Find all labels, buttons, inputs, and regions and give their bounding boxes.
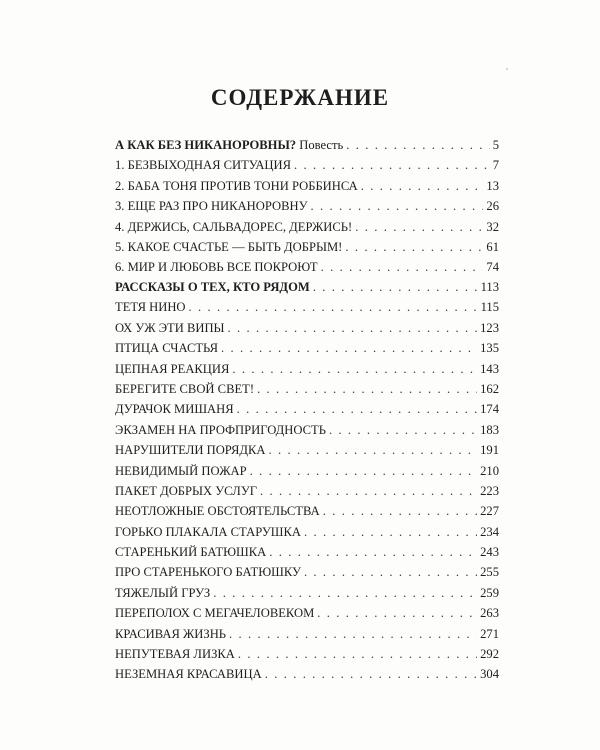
toc-entry [115, 176, 499, 196]
toc-entry [115, 196, 499, 216]
page-number: 61 [486, 239, 499, 254]
section-title: А КАК БЕЗ НИКАНОРОВНЫ? [115, 138, 297, 152]
page-number: 223 [480, 483, 499, 498]
toc-entry [115, 522, 499, 542]
toc-entry-title: ПАКЕТ ДОБРЫХ УСЛУГ [115, 483, 258, 498]
toc-entry-title: 5. КАКОЕ СЧАСТЬЕ — БЫТЬ ДОБРЫМ! [115, 239, 343, 254]
toc-entry [115, 562, 499, 582]
page-number: 123 [480, 320, 499, 335]
toc-section-heading [115, 135, 499, 155]
toc-entry-title: НЕПУТЕВАЯ ЛИЗКА [115, 647, 235, 662]
leader-dots [260, 481, 477, 501]
leader-dots [311, 196, 484, 216]
leader-dots [237, 399, 477, 419]
page-number: 183 [480, 422, 499, 437]
toc-entry-title: НАРУШИТЕЛИ ПОРЯДКА [115, 443, 266, 458]
page-number: 191 [480, 443, 499, 458]
page-title: СОДЕРЖАНИЕ [210, 85, 390, 110]
toc-entry [115, 237, 499, 257]
toc-entry-title: ТЕТЯ НИНО [115, 300, 186, 315]
leader-dots [221, 338, 477, 358]
toc-entry [115, 297, 499, 317]
toc-entry [115, 359, 499, 379]
leader-dots [213, 583, 477, 603]
leader-dots [313, 277, 478, 297]
toc-entry-title: ОХ УЖ ЭТИ ВИПЫ [115, 320, 225, 335]
toc-section-heading [115, 277, 499, 297]
leader-dots [238, 644, 477, 664]
toc-entry [115, 461, 499, 481]
toc-entry-title: ДУРАЧОК МИШАНЯ [115, 402, 234, 417]
toc-entry [115, 603, 499, 623]
toc-section-stories [115, 277, 499, 685]
leader-dots [345, 237, 483, 257]
page-number: 143 [480, 361, 499, 376]
toc-entry-title: НЕЗЕМНАЯ КРАСАВИЦА [115, 667, 262, 682]
page-number: 271 [480, 626, 499, 641]
page-number: 5 [492, 138, 499, 152]
leader-dots [257, 379, 477, 399]
print-speck [506, 68, 508, 70]
toc-entry-title: 6. МИР И ЛЮБОВЬ ВСЕ ПОКРОЮТ [115, 260, 318, 275]
page-number: 292 [480, 647, 499, 662]
toc-entry-title: 1. БЕЗВЫХОДНАЯ СИТУАЦИЯ [115, 158, 291, 173]
page-number: 32 [486, 219, 499, 234]
page-number: 210 [480, 463, 499, 478]
leader-dots [304, 522, 477, 542]
page-number: 259 [480, 585, 499, 600]
toc-entry-title: 2. БАБА ТОНЯ ПРОТИВ ТОНИ РОББИНСА [115, 178, 358, 193]
leader-dots [228, 318, 478, 338]
page-number: 255 [480, 565, 499, 580]
leader-dots [265, 664, 477, 684]
page-number: 7 [492, 158, 499, 173]
page-number: 74 [486, 260, 499, 275]
leader-dots [269, 542, 477, 562]
page-number: 234 [480, 524, 499, 539]
toc-entry-title: 4. ДЕРЖИСЬ, САЛЬВАДОРЕС, ДЕРЖИСЬ! [115, 219, 353, 234]
toc-entry [115, 338, 499, 358]
toc-entry [115, 664, 499, 684]
leader-dots [229, 624, 477, 644]
toc-entry [115, 481, 499, 501]
toc-entry [115, 318, 499, 338]
page-number: 174 [480, 402, 499, 417]
toc-entry-title: НЕОТЛОЖНЫЕ ОБСТОЯТЕЛЬСТВА [115, 504, 320, 519]
toc-entry-title: ТЯЖЕЛЫЙ ГРУЗ [115, 585, 211, 600]
page-number: 304 [480, 667, 499, 682]
toc-entry-title: КРАСИВАЯ ЖИЗНЬ [115, 626, 227, 641]
toc-entry-title: ЭКЗАМЕН НА ПРОФПРИГОДНОСТЬ [115, 422, 326, 437]
page-number: 26 [486, 199, 499, 214]
page-number: 162 [480, 381, 499, 396]
leader-dots [189, 297, 478, 317]
toc-entry [115, 440, 499, 460]
leader-dots [323, 501, 477, 521]
leader-dots [329, 420, 477, 440]
toc-entry [115, 257, 499, 277]
leader-dots [250, 461, 477, 481]
page-number: 13 [486, 178, 499, 193]
toc-entry-title: 3. ЕЩЕ РАЗ ПРО НИКАНОРОВНУ [115, 199, 308, 214]
toc-entry [115, 583, 499, 603]
toc-entry-title: ПРО СТАРЕНЬКОГО БАТЮШКУ [115, 565, 301, 580]
toc-entry-title: ПТИЦА СЧАСТЬЯ [115, 341, 219, 356]
leader-dots [294, 155, 490, 175]
leader-dots [321, 257, 484, 277]
toc-entry [115, 542, 499, 562]
toc-entry-title: СТАРЕНЬКИЙ БАТЮШКА [115, 545, 267, 560]
toc-entry [115, 217, 499, 237]
page-number: 227 [480, 504, 499, 519]
toc-entry [115, 155, 499, 175]
leader-dots [232, 359, 477, 379]
leader-dots [346, 135, 489, 155]
page-number: 113 [480, 280, 499, 294]
leader-dots [361, 176, 484, 196]
toc-entry-title: НЕВИДИМЫЙ ПОЖАР [115, 463, 247, 478]
toc-list [115, 155, 499, 277]
leader-dots [304, 562, 477, 582]
toc-entry-title: ПЕРЕПОЛОХ С МЕГАЧЕЛОВЕКОМ [115, 606, 315, 621]
page-number: 243 [480, 545, 499, 560]
toc-entry [115, 644, 499, 664]
toc-entry [115, 501, 499, 521]
page-number: 115 [480, 300, 499, 315]
toc-entry [115, 624, 499, 644]
leader-dots [269, 440, 478, 460]
page-number: 263 [480, 606, 499, 621]
toc-entry-title: ЦЕПНАЯ РЕАКЦИЯ [115, 361, 230, 376]
leader-dots [355, 217, 483, 237]
toc-entry [115, 379, 499, 399]
toc-entry-title: БЕРЕГИТЕ СВОЙ СВЕТ! [115, 381, 255, 396]
page-number: 135 [480, 341, 499, 356]
toc-entry-title: ГОРЬКО ПЛАКАЛА СТАРУШКА [115, 524, 302, 539]
toc-list [115, 297, 499, 684]
toc-entry [115, 420, 499, 440]
leader-dots [317, 603, 477, 623]
section-title: РАССКАЗЫ О ТЕХ, КТО РЯДОМ [115, 280, 310, 294]
section-genre: Повесть [296, 138, 344, 152]
toc-entry [115, 399, 499, 419]
toc-section-novella [115, 135, 499, 278]
